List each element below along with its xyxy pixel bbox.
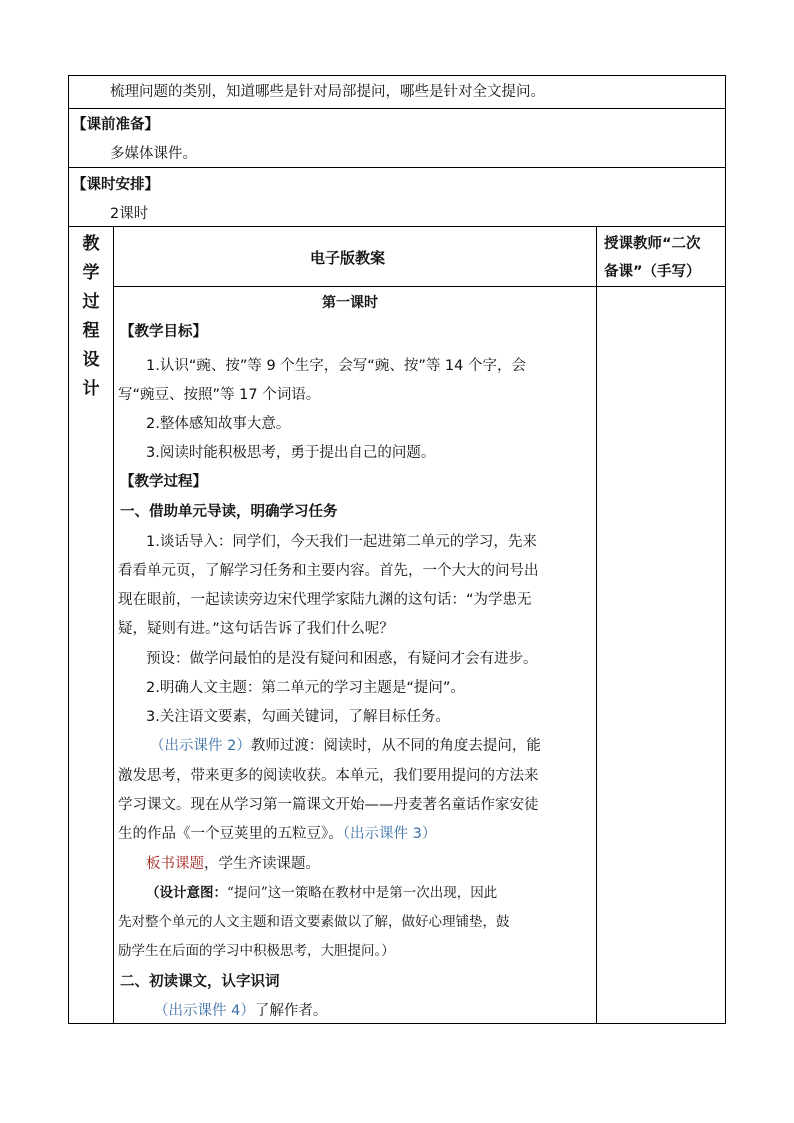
row-divider bbox=[68, 226, 726, 227]
prep-heading: 【课前准备】 bbox=[72, 117, 159, 133]
objective-line: 梳理问题的类别，知道哪些是针对局部提问，哪些是针对全文提问。 bbox=[110, 84, 545, 100]
section1-heading: 一、借助单元导读，明确学习任务 bbox=[120, 504, 338, 520]
row-divider bbox=[68, 108, 726, 109]
table-border-left bbox=[68, 75, 69, 1024]
p2-line: 2.明确人文主题：第二单元的学习主题是“提问”。 bbox=[146, 680, 465, 696]
p1-line3: 现在眼前，一起读读旁边宋代理学家陆九渊的这句话：“为学患无 bbox=[118, 592, 532, 608]
section2-heading: 二、初读课文，认字识词 bbox=[120, 974, 280, 990]
side-label-char: 学 bbox=[82, 263, 100, 283]
notes-column-divider bbox=[596, 226, 597, 1024]
courseware-ref-4: （出示课件 4） bbox=[154, 1003, 255, 1019]
side-label-char: 程 bbox=[82, 321, 100, 341]
header-center-title: 电子版教案 bbox=[310, 249, 386, 267]
side-label-char: 过 bbox=[82, 292, 100, 312]
side-label-char: 教 bbox=[82, 234, 100, 254]
goal1-line2: 写“豌豆、按照”等 17 个词语。 bbox=[118, 387, 321, 403]
design-note-line2: 先对整个单元的人文主题和语文要素做以了解，做好心理铺垫，鼓 bbox=[118, 914, 510, 930]
p4-line2: 激发思考，带来更多的阅读收获。本单元，我们要用提问的方法来 bbox=[118, 768, 539, 784]
schedule-heading: 【课时安排】 bbox=[72, 177, 159, 193]
lesson-title: 第一课时 bbox=[322, 295, 378, 311]
p1-line1: 1.谈话导入：同学们，今天我们一起进第二单元的学习，先来 bbox=[146, 534, 537, 550]
header-right-line1: 授课教师“二次 bbox=[604, 236, 701, 252]
p4-line4-text: 生的作品《一个豆荚里的五粒豆》。 bbox=[118, 826, 343, 842]
schedule-text: 2课时 bbox=[110, 206, 149, 222]
table-border-right bbox=[725, 75, 726, 1024]
p4-line3: 学习课文。现在从学习第一篇课文开始——丹麦著名童话作家安徒 bbox=[118, 797, 539, 813]
goal2: 2.整体感知故事大意。 bbox=[146, 416, 291, 432]
table-border-top bbox=[68, 75, 726, 76]
board-title-label: 板书课题 bbox=[146, 856, 204, 872]
board-line bbox=[146, 854, 320, 874]
goal1-line1: 1.认识“豌、按”等 9 个生字，会写“豌、按”等 14 个字，会 bbox=[146, 358, 526, 374]
courseware-ref-3: （出示课件 3） bbox=[342, 826, 437, 842]
goal3: 3.阅读时能积极思考，勇于提出自己的问题。 bbox=[146, 445, 436, 461]
side-label-char: 计 bbox=[82, 379, 100, 399]
goals-heading: 【教学目标】 bbox=[120, 324, 207, 340]
row-divider bbox=[68, 167, 726, 168]
p3-line: 3.关注语文要素，勾画关键词，了解目标任务。 bbox=[146, 709, 450, 725]
prep-text: 多媒体课件。 bbox=[110, 146, 197, 162]
author-line-text: 了解作者。 bbox=[254, 1003, 328, 1019]
p4-line1 bbox=[150, 736, 541, 756]
p1-line2: 看看单元页，了解学习任务和主要内容。首先，一个大大的问号出 bbox=[118, 563, 539, 579]
design-note-label: （设计意图： bbox=[146, 885, 227, 901]
design-note-line1 bbox=[146, 883, 497, 903]
p1-line4: 疑，疑则有进。”这句话告诉了我们什么呢？ bbox=[118, 621, 394, 637]
side-label-char: 设 bbox=[82, 350, 100, 370]
p4-line1-text: 教师过渡：阅读时，从不同的角度去提问，能 bbox=[250, 738, 541, 754]
p4-line4 bbox=[118, 824, 436, 844]
side-column-divider bbox=[113, 226, 114, 1024]
process-heading: 【教学过程】 bbox=[120, 474, 207, 490]
header-row-divider bbox=[113, 286, 726, 287]
design-note-line3: 励学生在后面的学习中积极思考，大胆提问。） bbox=[118, 943, 395, 959]
table-border-bottom bbox=[68, 1023, 726, 1024]
board-line-text: ，学生齐读课题。 bbox=[204, 856, 320, 872]
author-line bbox=[154, 1001, 327, 1021]
design-note-text: “提问”这一策略在教材中是第一次出现，因此 bbox=[227, 885, 498, 901]
courseware-ref-2: （出示课件 2） bbox=[150, 738, 251, 754]
header-right-line2: 备课”（手写） bbox=[604, 264, 701, 280]
preset-line: 预设：做学问最怕的是没有疑问和困惑，有疑问才会有进步。 bbox=[146, 651, 538, 667]
